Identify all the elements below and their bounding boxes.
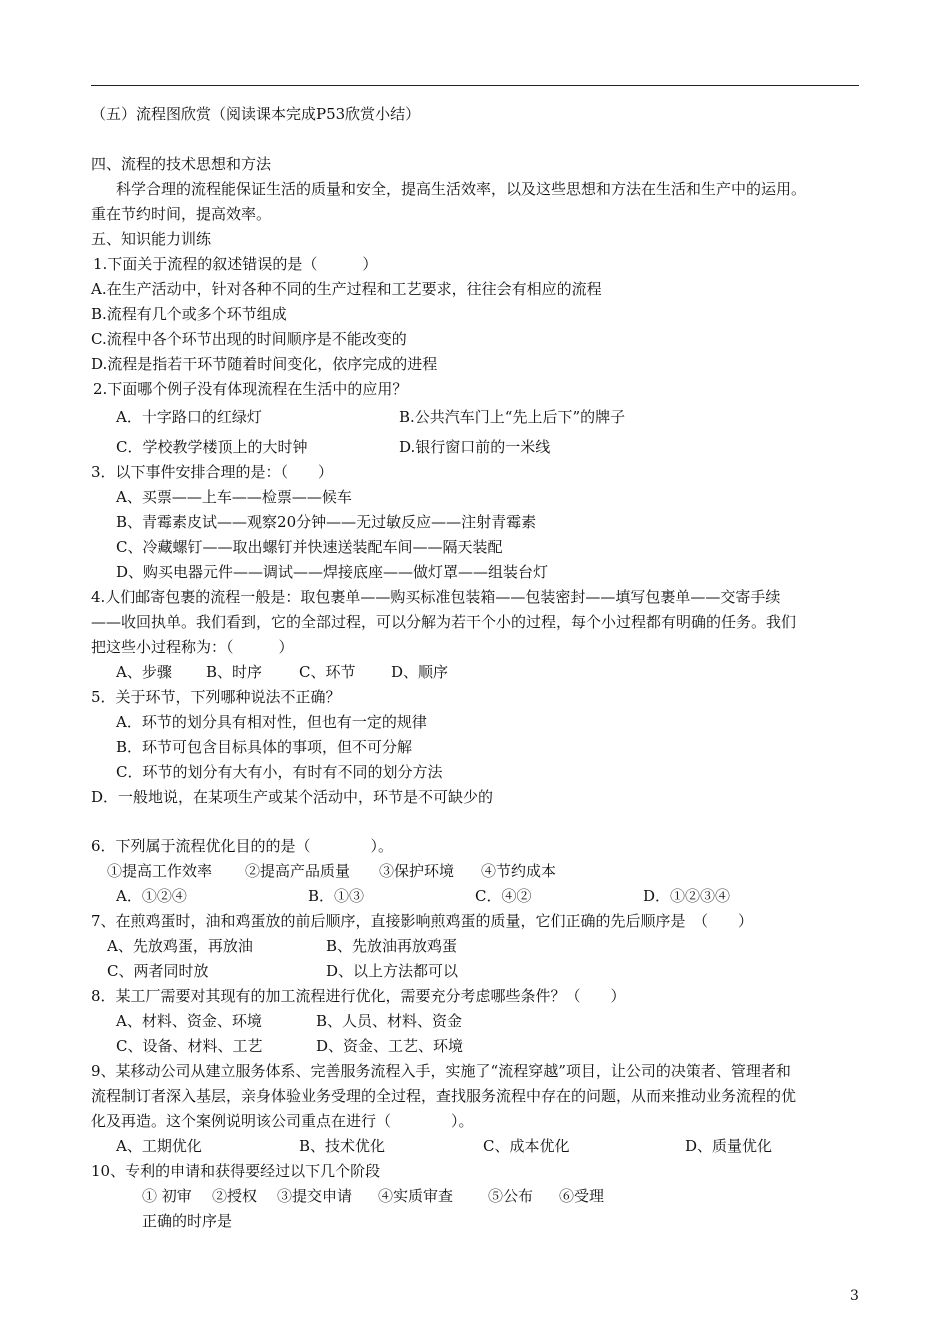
training-title: 五、知识能力训练 (91, 230, 212, 248)
question-4-option-a: A、步骤 (116, 663, 172, 681)
question-3-option-d: D、购买电器元件——调试——焊接底座——做灯罩——组装台灯 (116, 563, 549, 581)
question-1-stem: 1.下面关于流程的叙述错误的是（ ） (93, 255, 378, 273)
question-2-option-b: B.公共汽车门上“先上后下”的牌子 (399, 408, 626, 426)
question-3-option-c: C、冷藏螺钉——取出螺钉并快速送装配车间——隔天装配 (116, 538, 503, 556)
question-9-stem-line1: 9、某移动公司从建立服务体系、完善服务流程入手，实施了“流程穿越”项目，让公司的决策者、管理者和 (91, 1062, 791, 1080)
question-9-option-a: A、工期优化 (116, 1137, 202, 1155)
header-rule (91, 85, 859, 86)
question-5-option-c: C．环节的划分有大有小，有时有不同的划分方法 (116, 763, 443, 781)
question-10-item-2: ②授权 (212, 1187, 258, 1205)
question-3-stem: 3．以下事件安排合理的是：（ ） (91, 463, 334, 481)
page-number: 3 (850, 1288, 859, 1304)
question-7-option-b: B、先放油再放鸡蛋 (326, 937, 458, 955)
question-9-option-c: C、成本优化 (483, 1137, 570, 1155)
question-8-option-d: D、资金、工艺、环境 (316, 1037, 464, 1055)
question-8-option-a: A、材料、资金、环境 (116, 1012, 262, 1030)
question-5-option-a: A．环节的划分具有相对性，但也有一定的规律 (116, 713, 427, 731)
question-6-stem: 6．下列属于流程优化目的的是（ ）。 (91, 837, 394, 855)
question-5-option-d: D．一般地说，在某项生产或某个活动中，环节是不可缺少的 (91, 788, 494, 806)
question-4-stem-line1: 4.人们邮寄包裹的流程一般是：取包裹单——购买标准包装箱——包装密封——填写包裹单——交寄手续 (91, 588, 781, 606)
question-4-option-b: B、时序 (206, 663, 263, 681)
question-10-item-6: ⑥受理 (559, 1187, 605, 1205)
question-4-option-d: D、顺序 (391, 663, 449, 681)
question-10-answer-label: 正确的时序是 (142, 1212, 233, 1230)
question-1-option-c: C.流程中各个环节出现的时间顺序是不能改变的 (91, 330, 407, 348)
section4-paragraph: 科学合理的流程能保证生活的质量和安全，提高生活效率，以及这些思想和方法在生活和生产中的运用。 (116, 180, 807, 198)
question-2-option-a: A．十字路口的红绿灯 (116, 408, 262, 426)
section5-title: （五）流程图欣赏（阅读课本完成P53欣赏小结） (91, 105, 421, 123)
question-6-option-c: C．④② (475, 887, 532, 905)
question-1-option-d: D.流程是指若干环节随着时间变化，依序完成的进程 (91, 355, 438, 373)
question-3-option-a: A、买票——上车——检票——候车 (116, 488, 352, 506)
question-10-item-3: ③提交申请 (277, 1187, 353, 1205)
question-10-item-4: ④实质审查 (378, 1187, 454, 1205)
question-7-option-a: A、先放鸡蛋，再放油 (107, 937, 253, 955)
question-6-item-1: ①提高工作效率 (107, 862, 213, 880)
question-6-option-b: B．①③ (308, 887, 365, 905)
question-9-stem-line2: 流程制订者深入基层，亲身体验业务受理的全过程，查找服务流程中存在的问题，从而来推动业务流程的优 (91, 1087, 797, 1105)
question-10-item-5: ⑤公布 (488, 1187, 534, 1205)
question-4-stem-line2: ——收回执单。我们看到，它的全部过程，可以分解为若干个小的过程，每个小过程都有明确的任务。我们 (91, 613, 797, 631)
question-5-option-b: B．环节可包含目标具体的事项，但不可分解 (116, 738, 413, 756)
question-7-option-d: D、以上方法都可以 (326, 962, 459, 980)
question-9-stem-line3: 化及再造。这个案例说明该公司重点在进行（ ）。 (91, 1112, 474, 1130)
question-6-option-a: A．①②④ (116, 887, 187, 905)
question-6-item-4: ④节约成本 (481, 862, 557, 880)
question-9-option-b: B、技术优化 (299, 1137, 386, 1155)
question-1-option-a: A.在生产活动中，针对各种不同的生产过程和工艺要求，往往会有相应的流程 (91, 280, 602, 298)
question-5-stem: 5．关于环节，下列哪种说法不正确？ (91, 688, 341, 706)
question-4-option-c: C、环节 (299, 663, 356, 681)
question-8-option-b: B、人员、材料、资金 (316, 1012, 463, 1030)
question-7-stem: 7、在煎鸡蛋时，油和鸡蛋放的前后顺序，直接影响煎鸡蛋的质量，它们正确的先后顺序是 （ ） (91, 912, 754, 930)
question-8-option-c: C、设备、材料、工艺 (116, 1037, 263, 1055)
question-7-option-c: C、两者同时放 (107, 962, 209, 980)
question-6-option-d: D．①②③④ (643, 887, 731, 905)
question-10-item-1: ① 初审 (142, 1187, 192, 1205)
question-1-option-b: B.流程有几个或多个环节组成 (91, 305, 287, 323)
question-2-option-c: C．学校教学楼顶上的大时钟 (116, 438, 308, 456)
question-2-stem: 2.下面哪个例子没有体现流程在生活中的应用？ (93, 380, 408, 398)
section4-paragraph-cont: 重在节约时间，提高效率。 (91, 205, 272, 223)
question-2-option-d: D.银行窗口前的一米线 (399, 438, 551, 456)
question-4-stem-line3: 把这些小过程称为：（ ） (91, 638, 294, 656)
question-3-option-b: B、青霉素皮试——观察20分钟——无过敏反应——注射青霉素 (116, 513, 537, 531)
question-9-option-d: D、质量优化 (685, 1137, 773, 1155)
question-6-item-3: ③保护环境 (379, 862, 455, 880)
section4-title: 四、流程的技术思想和方法 (91, 155, 272, 173)
question-8-stem: 8．某工厂需要对其现有的加工流程进行优化，需要充分考虑哪些条件？（ ） (91, 987, 626, 1005)
question-6-item-2: ②提高产品质量 (245, 862, 351, 880)
question-10-stem: 10、专利的申请和获得要经过以下几个阶段 (91, 1162, 381, 1180)
